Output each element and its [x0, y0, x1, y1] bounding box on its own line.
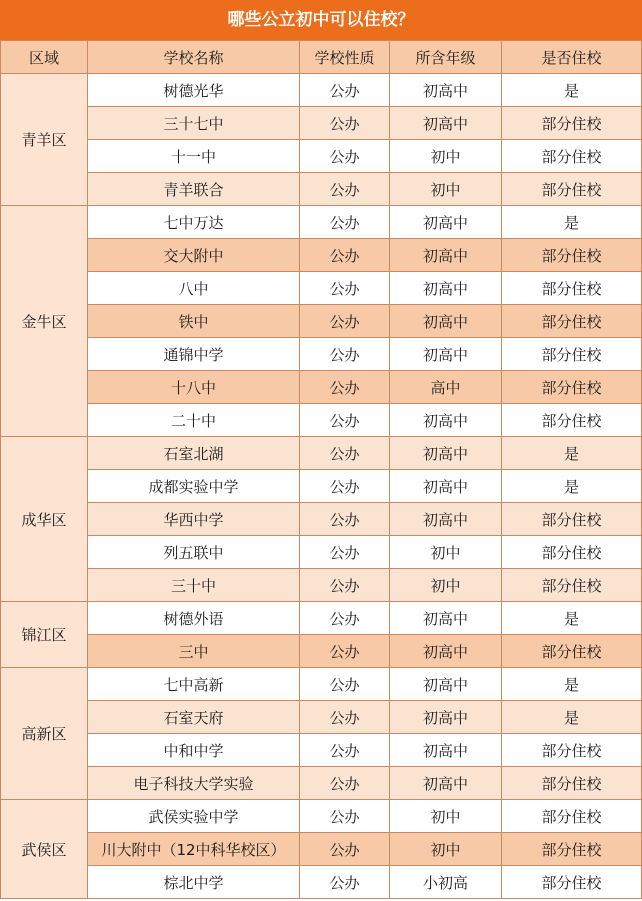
table-row: [1, 800, 642, 833]
school-name-cell: 七中高新: [88, 668, 300, 701]
school-name-cell: 铁中: [88, 305, 300, 338]
boarding-cell: 是: [502, 701, 642, 734]
boarding-cell: 部分住校: [502, 569, 642, 602]
grades-cell: 小初高: [390, 866, 502, 899]
boarding-cell: 是: [502, 668, 642, 701]
table-row: [1, 173, 642, 206]
table-row: [1, 767, 642, 800]
table-title: 哪些公立初中可以住校？: [0, 0, 642, 40]
school-type-cell: 公办: [300, 536, 390, 569]
table-row: [1, 701, 642, 734]
grades-cell: 初高中: [390, 470, 502, 503]
grades-cell: 初高中: [390, 503, 502, 536]
school-name-cell: 华西中学: [88, 503, 300, 536]
school-name-cell: 川大附中（12中科华校区）: [88, 833, 300, 866]
boarding-cell: 部分住校: [502, 239, 642, 272]
table-row: [1, 272, 642, 305]
school-type-cell: 公办: [300, 800, 390, 833]
grades-cell: 初高中: [390, 437, 502, 470]
table-row: [1, 536, 642, 569]
school-type-cell: 公办: [300, 74, 390, 107]
school-name-cell: 成都实验中学: [88, 470, 300, 503]
school-name-cell: 十八中: [88, 371, 300, 404]
school-name-cell: 石室北湖: [88, 437, 300, 470]
school-type-cell: 公办: [300, 701, 390, 734]
grades-cell: 初高中: [390, 668, 502, 701]
school-name-cell: 中和中学: [88, 734, 300, 767]
district-cell: 成华区: [1, 437, 88, 602]
table-row: [1, 404, 642, 437]
table-row: [1, 206, 642, 239]
boarding-cell: 部分住校: [502, 305, 642, 338]
school-type-cell: 公办: [300, 206, 390, 239]
school-type-cell: 公办: [300, 569, 390, 602]
district-cell: 高新区: [1, 668, 88, 800]
table-row: [1, 833, 642, 866]
school-name-cell: 二十中: [88, 404, 300, 437]
boarding-cell: 部分住校: [502, 503, 642, 536]
district-cell: 金牛区: [1, 206, 88, 437]
school-name-cell: 通锦中学: [88, 338, 300, 371]
grades-cell: 初中: [390, 833, 502, 866]
boarding-cell: 部分住校: [502, 833, 642, 866]
school-name-cell: 电子科技大学实验: [88, 767, 300, 800]
grades-cell: 初中: [390, 173, 502, 206]
header-boarding: 是否住校: [502, 41, 642, 74]
boarding-cell: 部分住校: [502, 635, 642, 668]
table-row: [1, 239, 642, 272]
district-cell: 锦江区: [1, 602, 88, 668]
grades-cell: 初高中: [390, 701, 502, 734]
header-school-type: 学校性质: [300, 41, 390, 74]
school-type-cell: 公办: [300, 503, 390, 536]
boarding-cell: 部分住校: [502, 272, 642, 305]
school-type-cell: 公办: [300, 305, 390, 338]
school-name-cell: 交大附中: [88, 239, 300, 272]
school-type-cell: 公办: [300, 470, 390, 503]
grades-cell: 初高中: [390, 206, 502, 239]
table-row: [1, 635, 642, 668]
table-row: [1, 503, 642, 536]
grades-cell: 初高中: [390, 107, 502, 140]
grades-cell: 初中: [390, 800, 502, 833]
table-row: [1, 74, 642, 107]
table-row: [1, 569, 642, 602]
school-type-cell: 公办: [300, 272, 390, 305]
grades-cell: 初高中: [390, 602, 502, 635]
boarding-schools-table: [0, 40, 642, 899]
school-type-cell: 公办: [300, 107, 390, 140]
grades-cell: 初高中: [390, 239, 502, 272]
table-row: [1, 371, 642, 404]
school-name-cell: 树德光华: [88, 74, 300, 107]
table-body: [1, 74, 642, 899]
school-type-cell: 公办: [300, 173, 390, 206]
district-cell: 武侯区: [1, 800, 88, 899]
school-name-cell: 三十七中: [88, 107, 300, 140]
school-type-cell: 公办: [300, 140, 390, 173]
table-row: [1, 437, 642, 470]
school-type-cell: 公办: [300, 602, 390, 635]
table-row: [1, 470, 642, 503]
grades-cell: 初高中: [390, 74, 502, 107]
grades-cell: 初中: [390, 569, 502, 602]
grades-cell: 初中: [390, 140, 502, 173]
boarding-cell: 部分住校: [502, 866, 642, 899]
boarding-cell: 部分住校: [502, 767, 642, 800]
boarding-cell: 部分住校: [502, 338, 642, 371]
grades-cell: 初高中: [390, 305, 502, 338]
boarding-cell: 部分住校: [502, 371, 642, 404]
boarding-cell: 部分住校: [502, 173, 642, 206]
school-type-cell: 公办: [300, 833, 390, 866]
school-type-cell: 公办: [300, 668, 390, 701]
grades-cell: 初高中: [390, 635, 502, 668]
table-row: [1, 602, 642, 635]
boarding-cell: 部分住校: [502, 404, 642, 437]
school-type-cell: 公办: [300, 767, 390, 800]
district-cell: 青羊区: [1, 74, 88, 206]
school-name-cell: 石室天府: [88, 701, 300, 734]
table-row: [1, 305, 642, 338]
header-school-name: 学校名称: [88, 41, 300, 74]
table-row: [1, 734, 642, 767]
boarding-cell: 部分住校: [502, 140, 642, 173]
boarding-cell: 部分住校: [502, 800, 642, 833]
header-district: 区域: [1, 41, 88, 74]
school-type-cell: 公办: [300, 404, 390, 437]
school-type-cell: 公办: [300, 635, 390, 668]
school-name-cell: 武侯实验中学: [88, 800, 300, 833]
school-name-cell: 十一中: [88, 140, 300, 173]
grades-cell: 初中: [390, 536, 502, 569]
header-grades: 所含年级: [390, 41, 502, 74]
school-type-cell: 公办: [300, 866, 390, 899]
school-name-cell: 棕北中学: [88, 866, 300, 899]
grades-cell: 初高中: [390, 404, 502, 437]
school-name-cell: 三十中: [88, 569, 300, 602]
grades-cell: 初高中: [390, 734, 502, 767]
school-type-cell: 公办: [300, 239, 390, 272]
table-row: [1, 140, 642, 173]
table-row: [1, 338, 642, 371]
grades-cell: 初高中: [390, 338, 502, 371]
school-name-cell: 列五联中: [88, 536, 300, 569]
school-type-cell: 公办: [300, 338, 390, 371]
grades-cell: 初高中: [390, 767, 502, 800]
grades-cell: 高中: [390, 371, 502, 404]
school-type-cell: 公办: [300, 371, 390, 404]
boarding-cell: 部分住校: [502, 107, 642, 140]
table-row: [1, 866, 642, 899]
boarding-cell: 是: [502, 470, 642, 503]
boarding-cell: 是: [502, 437, 642, 470]
school-name-cell: 青羊联合: [88, 173, 300, 206]
grades-cell: 初高中: [390, 272, 502, 305]
school-name-cell: 三中: [88, 635, 300, 668]
boarding-cell: 部分住校: [502, 734, 642, 767]
school-name-cell: 七中万达: [88, 206, 300, 239]
boarding-cell: 是: [502, 602, 642, 635]
boarding-cell: 是: [502, 74, 642, 107]
boarding-cell: 是: [502, 206, 642, 239]
school-name-cell: 八中: [88, 272, 300, 305]
school-name-cell: 树德外语: [88, 602, 300, 635]
table-row: [1, 107, 642, 140]
boarding-cell: 部分住校: [502, 536, 642, 569]
table-row: [1, 668, 642, 701]
school-type-cell: 公办: [300, 734, 390, 767]
school-type-cell: 公办: [300, 437, 390, 470]
header-row: [1, 41, 642, 74]
